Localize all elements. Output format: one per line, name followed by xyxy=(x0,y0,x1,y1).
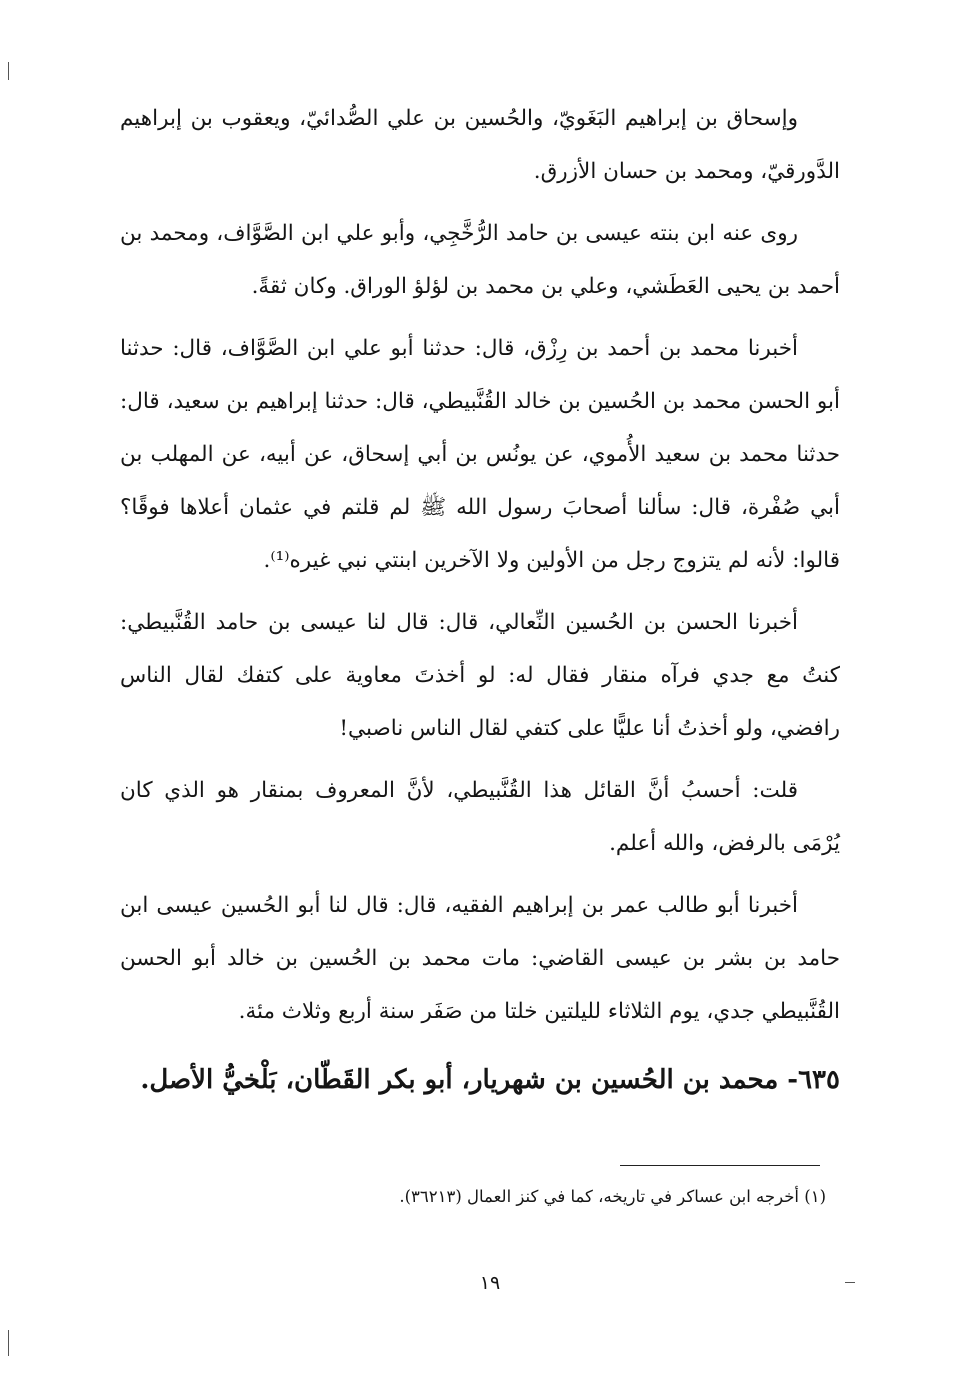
scan-edge-mark-bottom xyxy=(8,1330,9,1356)
scan-edge-mark-right xyxy=(845,1282,855,1283)
paragraph-hadith: أخبرنا محمد بن أحمد بن رِزْق، قال: حدثنا أبو علي ابن الصَّوَّاف، قال: حدثنا أبو الحسن محمد بن الحُسين بن خالد القُنَّبيطي، قال: حدثنا إبراهيم بن سعيد، قال: حدثنا محمد بن سعيد الأُموي، عن يونُس بن أبي إسحاق، عن أبيه، عن المهلب بن أبي صُفْرة، قال: سألنا أصحابَ رسول الله ﷺ لم قلتم في عثمان أعلاها فوقًا؟ قالوا: لأنه لم يتزوج رجل من الأولين ولا الآخرين ابنتي نبي غيره⁽¹⁾. xyxy=(120,336,840,573)
footnote-separator xyxy=(620,1165,820,1166)
page-body xyxy=(120,92,840,1110)
paragraph-comment: قلت: أحسبُ أنَّ القائل هذا القُنَّبيطي، لأنَّ المعروف بمنقار هو الذي كان يُرْمَى بالرفض، والله أعلم. xyxy=(120,778,840,856)
paragraph-anecdote: أخبرنا الحسن بن الحُسين النِّعالي، قال: قال لنا عيسى بن حامد القُنَّبيطي: كنتُ مع جدي فرآه منقار فقال له: لو أخذتَ معاوية على كتفك لقال الناس رافضي، ولو أخذتُ أنا عليًّا على كتفي لقال الناس ناصبي! xyxy=(120,610,840,741)
page-number: ١٩ xyxy=(479,1272,501,1294)
footnote: (١) أخرجه ابن عساكر في تاريخه، كما في كنز العمال (٣٦٢١٣). xyxy=(399,1187,826,1206)
scan-edge-mark-top xyxy=(8,62,9,80)
entry-heading: ٦٣٥- محمد بن الحُسين بن شهريار، أبو بكر القَطّان، بَلْخيُّ الأصل. xyxy=(140,1065,840,1095)
paragraph-students: روى عنه ابن بنته عيسى بن حامد الرُّخَّجِي، وأبو علي ابن الصَّوَّاف، ومحمد بن أحمد بن يحيى العَطَشي، وعلي بن محمد بن لؤلؤ الوراق. وكان ثقةً. xyxy=(120,221,840,299)
paragraph-death: أخبرنا أبو طالب عمر بن إبراهيم الفقيه، قال: قال لنا أبو الحُسين عيسى ابن حامد بن بشر بن عيسى القاضي: مات محمد بن الحُسين بن خالد أبو الحسن القُنَّبيطي جدي، يوم الثلاثاء لليلتين خلتا من صَفَر سنة أربع وثلاث مئة. xyxy=(120,893,840,1024)
paragraph-narrators: وإسحاق بن إبراهيم البَغَويّ، والحُسين بن علي الصُّدائيّ، ويعقوب بن إبراهيم الدَّورقيّ، ومحمد بن حسان الأزرق. xyxy=(120,106,840,184)
